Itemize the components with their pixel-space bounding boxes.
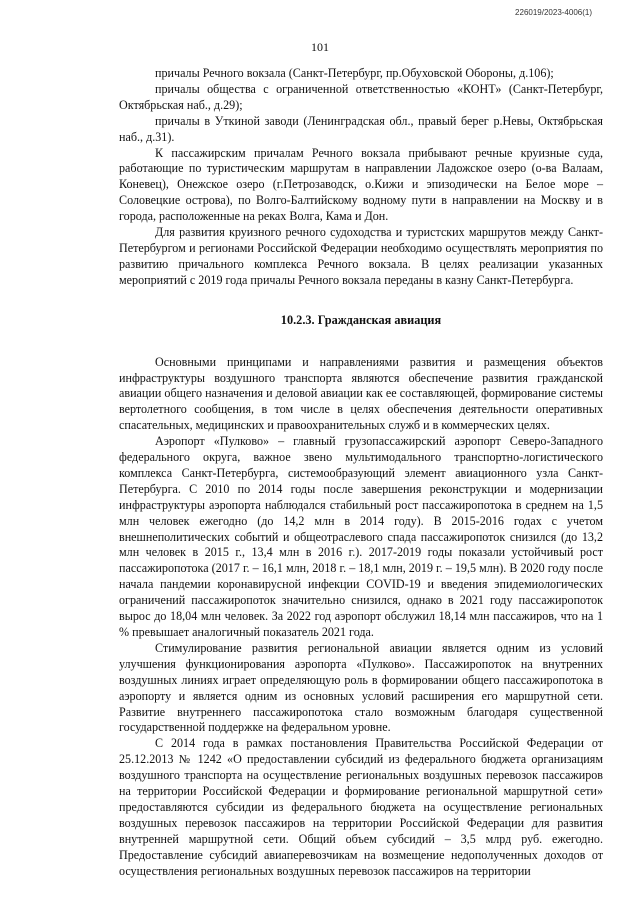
page-number: 101 xyxy=(311,40,329,54)
paragraph: Аэропорт «Пулково» – главный грузопассажирский аэропорт Северо-Западного федерального округа, важное звено мультимодального транспортно-логистического комплекса Санкт-Петербурга, системообразующий элемент авиационного узла Санкт-Петербурга. С 2010 по 2014 годы после завершения реконструкции и модернизации инфраструктуры аэропорта наблюдался стабильный рост пассажиропотока в среднем на 1,5 млн человек ежегодно (до 14,2 млн в 2014 году). В 2015-2016 годах с учетом внешнеполитических событий и общеотраслевого спада пассажиропоток снизился (до 13,2 млн человек в 2015 г., 13,4 млн в 2016 г.). 2017-2019 годы показали устойчивый рост пассажиропотока (2017 г. – 16,1 млн, 2018 г. – 18,1 млн, 2019 г. – 19,5 млн). В 2020 году после начала пандемии коронавирусной инфекции COVID-19 и введения эпидемиологических ограничений пассажиропоток значительно снизился, однако в 2021 году пассажиропоток вырос до 18,04 млн человек. За 2022 год аэропорт обслужил 18,14 млн пассажиров, что на 1 % превышает аналогичный показатель 2021 года. xyxy=(119,434,603,639)
paragraph: причалы общества с ограниченной ответственностью «КОНТ» (Санкт-Петербург, Октябрьская наб., д.29); xyxy=(119,81,603,112)
paragraph: С 2014 года в рамках постановления Правительства Российской Федерации от 25.12.2013 № 1242 «О предоставлении субсидий из федерального бюджета организациям воздушного транспорта на осуществление региональных воздушных перевозок пассажиров на территории Российской Федерации и формирование региональной маршрутной сети» предоставляются субсидии из федерального бюджета на осуществление региональных воздушных перевозок пассажиров на территории Российской Федерации для развития внутренней маршрутной сети. Общий объем субсидий – 3,5 млрд руб. ежегодно. Предоставление субсидий авиаперевозчикам на возмещение недополученных доходов от осуществления региональных воздушных перевозок пассажиров на территории xyxy=(119,736,603,878)
paragraph: Основными принципами и направлениями развития и размещения объектов инфраструктуры воздушного транспорта являются обеспечение развития гражданской авиации общего назначения и деловой авиации как ее составляющей, формирование системы вертолетного сообщения, в том числе в целях обеспечения деятельности оперативных спасательных, медицинских и правоохранительных служб и в коммерческих целях. xyxy=(119,354,603,433)
paragraph: причалы Речного вокзала (Санкт-Петербург, пр.Обуховской Обороны, д.106); xyxy=(155,66,554,80)
section-heading: 10.2.3. Гражданская авиация xyxy=(280,312,442,327)
document-body xyxy=(119,66,603,880)
paragraph: Стимулирование развития региональной авиации является одним из условий улучшения функционирования аэропорта «Пулково». Пассажиропоток на внутренних воздушных линиях играет определяющую роль в формировании общего пассажиропотока в аэропорту и является одним из основных условий расширения его маршрутной сети. Развитие внутреннего пассажиропотока стало возможным благодаря существенной государственной поддержке на федеральном уровне. xyxy=(119,640,603,735)
document-id: 226019/2023-4006(1) xyxy=(515,8,592,17)
paragraph: причалы в Уткиной заводи (Ленинградская обл., правый берег р.Невы, Октябрьская наб., д.31). xyxy=(119,113,603,144)
paragraph: К пассажирским причалам Речного вокзала прибывают речные круизные суда, работающие по туристическим маршрутам в направлении Ладожское озеро (о-ва Валаам, Коневец), Онежское озеро (г.Петрозаводск, о.Кижи и эпизодически на Белое море – Соловецкие острова), по Волго-Балтийскому водному пути в направлении на Москву и в города, расположенные на реках Волга, Кама и Дон. xyxy=(119,145,603,224)
paragraph: Для развития круизного речного судоходства и туристских маршрутов между Санкт-Петербургом и регионами Российской Федерации необходимо осуществлять мероприятия по развитию причального комплекса Речного вокзала. В целях реализации указанных мероприятий с 2019 года причалы Речного вокзала переданы в казну Санкт-Петербурга. xyxy=(119,225,603,287)
